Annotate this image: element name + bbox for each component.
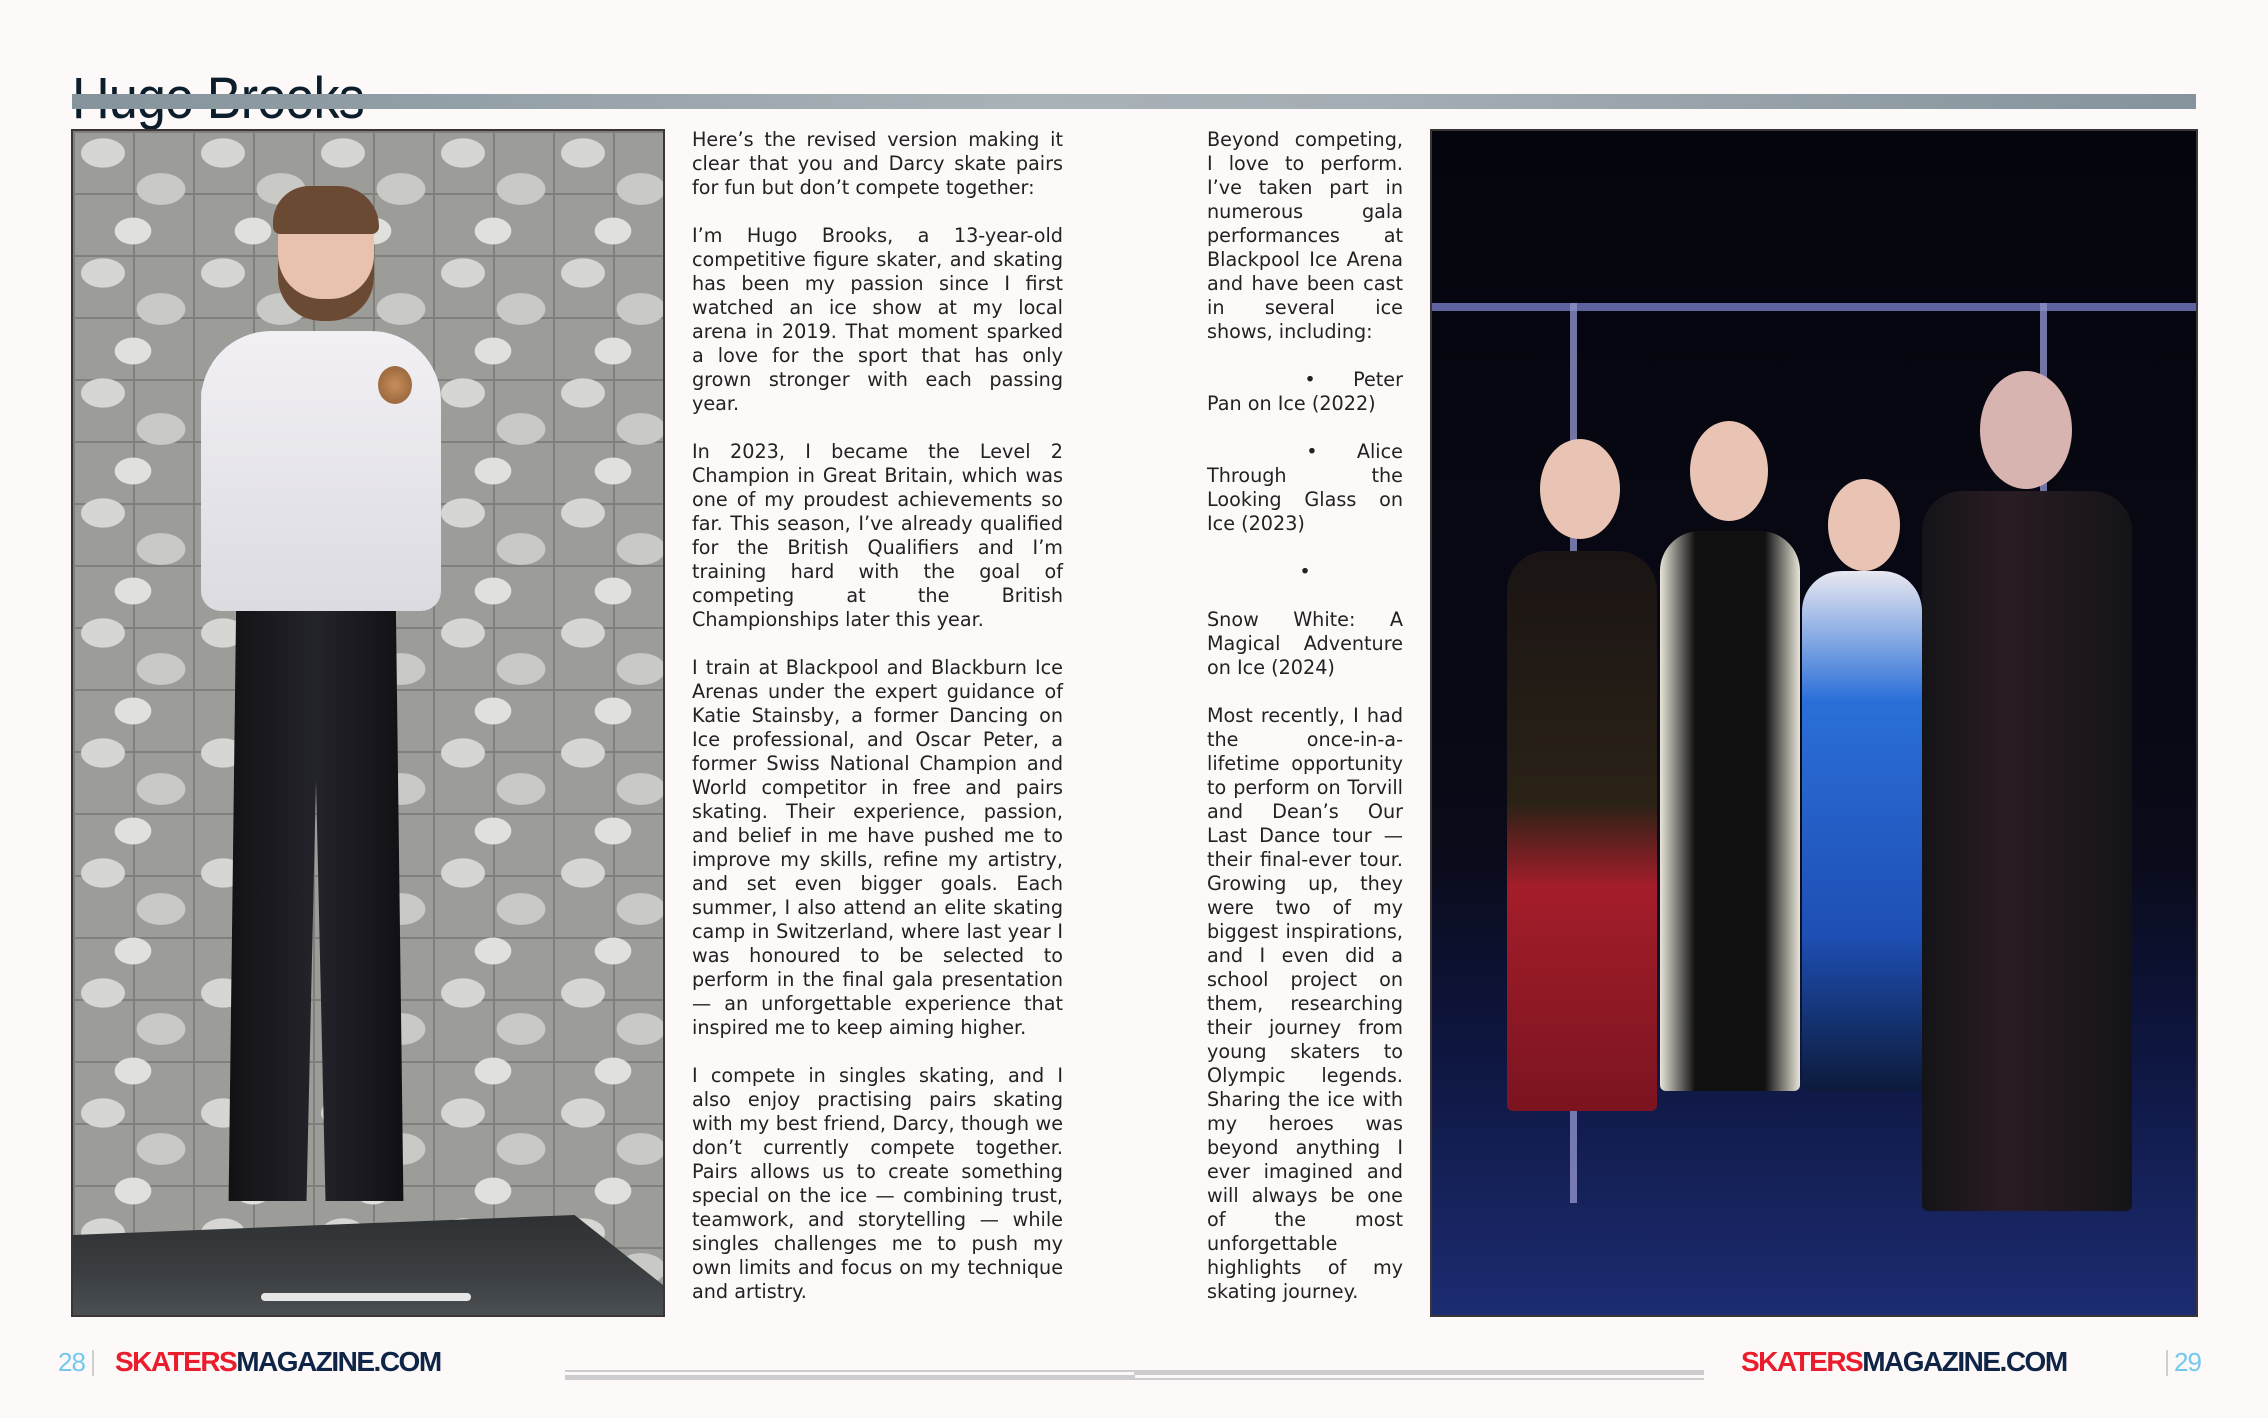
bullet-icon: • [1304, 368, 1316, 391]
paragraph-training: I train at Blackpool and Blackburn Ice Arenas under the expert guidance of Katie Stainsby, a former Dancing on Ice professional, and Oscar Peter, a former Swiss National Champion and World competitor in free and pairs skating. Their experience, passion, and belief in me have pushed me to improve my skills, refine my artistry, and set even bigger goals. Each summer, I also attend an elite skating camp in Switzerland, where last year I was honoured to be selected to perform in the final gala presentation — an unforgettable experience that inspired me to keep aiming higher. [692, 656, 1063, 1039]
skater-figure-woman [1507, 551, 1657, 1111]
paragraph-performing: Beyond competing, I love to perform. I’ve taken part in numerous gala performances at Blackpool Ice Arena and have been cast in several ice shows, including: [1207, 128, 1403, 343]
footer-rule [565, 1375, 1135, 1380]
magazine-logo-right[interactable] [1741, 1346, 2067, 1378]
show-list-item [1207, 560, 1403, 680]
logo-part-skaters: SKATERS [1741, 1346, 1863, 1377]
title-underline-bar [72, 94, 2196, 109]
skater-figure-man [1922, 491, 2132, 1211]
article-column-right [1207, 128, 1403, 1328]
lighting-truss [1432, 303, 2196, 311]
stage-group-photo [1430, 129, 2198, 1317]
home-indicator-bar [261, 1293, 471, 1301]
logo-part-magazine: MAGAZINE.COM [1862, 1346, 2067, 1377]
figure-head [1540, 439, 1620, 539]
medal-icon [378, 366, 412, 404]
show-title-rest: Through the Looking Glass on Ice (2023) [1207, 464, 1403, 535]
paragraph-achievements: In 2023, I became the Level 2 Champion in Great Britain, which was one of my proudest achievements so far. This season, I’ve already qualified for the British Qualifiers and I’m training hard with the goal of competing at the British Championships later this year. [692, 440, 1063, 631]
skater-figure-boy [1660, 531, 1800, 1091]
page-number-left: 28 [58, 1347, 85, 1377]
page-number-right: 29 [2174, 1347, 2201, 1377]
footer-rule [1134, 1378, 1704, 1380]
paragraph-torvill-dean: Most recently, I had the once-in-a-lifetime opportunity to perform on Torvill and Dean’s Our Last Dance tour — their final-ever tour. Growing up, they were two of my biggest inspirations, and I even did a school project on them, researching their journey from young skaters to Olympic legends. Sharing the ice with my heroes was beyond anything I ever imagined and will always be one of the most unforgettable highlights of my skating journey. [1207, 704, 1403, 1303]
show-title-start: Peter [1353, 368, 1403, 391]
paragraph-about: I’m Hugo Brooks, a 13-year-old competitive figure skater, and skating has been my passion since I first watched an ice show at my local arena in 2019. That moment sparked a love for the sport that has only grown stronger with each passing year. [692, 224, 1063, 415]
bullet-icon: • [1299, 560, 1311, 583]
skater-portrait-photo [71, 129, 665, 1317]
footer-rule [565, 1370, 1135, 1372]
figure-head [1690, 421, 1768, 521]
paragraph-pairs: I compete in singles skating, and I also enjoy practising pairs skating with my best friend, Darcy, though we don’t currently compete together. Pairs allows us to create something special on the ice — combining trust, teamwork, and storytelling — while singles challenges me to push my own limits and focus on my technique and artistry. [692, 1064, 1063, 1303]
show-list-item [1207, 368, 1403, 416]
footer-separator [92, 1350, 94, 1376]
show-title-rest: Pan on Ice (2022) [1207, 392, 1376, 415]
paragraph-intro-note: Here’s the revised version making it clear that you and Darcy skate pairs for fun but don’t compete together: [692, 128, 1063, 199]
figure-head [1980, 371, 2072, 489]
figure-head [1828, 479, 1900, 571]
bullet-icon: • [1306, 440, 1318, 463]
footer-separator [2166, 1350, 2168, 1376]
logo-part-magazine: MAGAZINE.COM [236, 1346, 441, 1377]
show-title-start: Alice [1356, 440, 1403, 463]
show-title-rest: Snow White: A Magical Adventure on Ice (2024) [1207, 608, 1403, 679]
footer-rule [1134, 1370, 1704, 1375]
skater-figure-girl [1802, 571, 1922, 1091]
article-column-left [692, 128, 1063, 1328]
show-list-item [1207, 440, 1403, 536]
magazine-logo-left[interactable] [115, 1346, 441, 1378]
logo-part-skaters: SKATERS [115, 1346, 237, 1377]
